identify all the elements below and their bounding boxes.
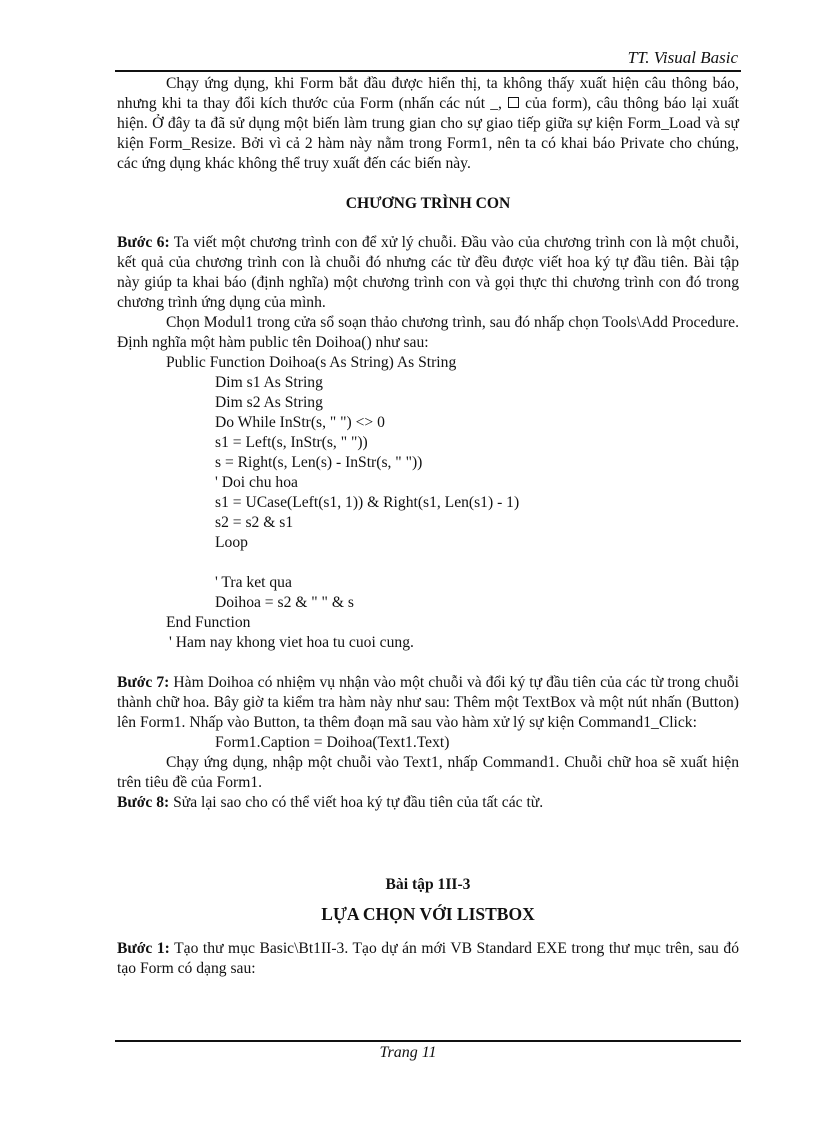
section-title: CHƯƠNG TRÌNH CON — [345, 195, 511, 212]
code-line: ' Doi chu hoa — [215, 474, 298, 491]
page-content — [117, 74, 739, 979]
code-line: s = Right(s, Len(s) - InStr(s, " ")) — [215, 454, 423, 471]
step7-code-line: Form1.Caption = Doihoa(Text1.Text) — [215, 734, 450, 751]
code-line: Loop — [215, 534, 248, 551]
code-line: s1 = Left(s, InStr(s, " ")) — [215, 434, 368, 451]
code-block — [117, 353, 739, 653]
maximize-square-icon — [508, 97, 519, 108]
step7-paragraph-2: Chạy ứng dụng, nhập một chuỗi vào Text1, nhấp Command1. Chuỗi chữ hoa sẽ xuất hiện trên tiêu đề của Form1. — [117, 754, 739, 791]
code-line: Public Function Doihoa(s As String) As String — [166, 354, 457, 371]
code-line: Doihoa = s2 & " " & s — [215, 594, 354, 611]
exercise-title: LỰA CHỌN VỚI LISTBOX — [321, 904, 535, 924]
step8-paragraph — [117, 793, 739, 813]
code-line: ' Tra ket qua — [215, 574, 292, 591]
step6-text: Ta viết một chương trình con để xử lý chuỗi. Đầu vào của chương trình con là một chuỗi, kết quả của chương trình con là chuỗi đó nhưng các từ đều được viết hoa ký tự đầu tiên. Bài tập này giúp ta khai báo (định nghĩa) một chương trình con và gọi thực thi chương trình con đó trong chương trình ứng dụng của mình. — [117, 234, 739, 311]
page-footer: Trang 11 — [379, 1044, 437, 1061]
code-line: s1 = UCase(Left(s1, 1)) & Right(s1, Len(s1) - 1) — [215, 494, 520, 511]
page-header: TT. Visual Basic — [627, 48, 738, 67]
footer-rule — [115, 1040, 741, 1042]
code-line: Do While InStr(s, " ") <> 0 — [215, 414, 385, 431]
code-line: End Function — [166, 614, 251, 631]
code-line: ' Ham nay khong viet hoa tu cuoi cung. — [169, 634, 414, 651]
intro-text-1: Chạy ứng dụng, khi Form bắt đầu được hiển thị, ta không thấy xuất hiện câu thông báo, nhưng khi ta thay đổi kích thước của Form (nhấn các nút _, — [117, 75, 739, 112]
step1-label: Bước 1: — [117, 940, 170, 957]
code-line: Dim s1 As String — [215, 374, 323, 391]
step6-paragraph — [117, 233, 739, 313]
step8-text: Sửa lại sao cho có thể viết hoa ký tự đầu tiên của tất các từ. — [173, 794, 544, 811]
step8-label: Bước 8: — [117, 794, 170, 811]
step7-label: Bước 7: — [117, 674, 170, 691]
intro-text-2: của form), câu thông báo lại xuất hiện. Ở đây ta đã sử dụng một biến làm trung gian cho sự giao tiếp giữa sự kiện Form_Load và sự kiện Form_Resize. Bởi vì cả 2 hàm này nằm trong Form1, nên ta có khai báo Private cho chúng, các ứng dụng khác không thể truy xuất đến các biến này. — [117, 95, 740, 172]
step7-paragraph — [117, 673, 739, 733]
intro-paragraph — [117, 74, 739, 174]
step1-text: Tạo thư mục Basic\Bt1II-3. Tạo dự án mới VB Standard EXE trong thư mục trên, sau đó tạo Form có dạng sau: — [117, 940, 739, 977]
header-rule — [115, 70, 741, 72]
exercise-number: Bài tập 1II-3 — [385, 876, 471, 893]
step6-paragraph-2: Chọn Modul1 trong cửa sổ soạn thảo chương trình, sau đó nhấp chọn Tools\Add Procedure. Định nghĩa một hàm public tên Doihoa() như sau: — [117, 314, 739, 351]
step1-paragraph — [117, 939, 739, 979]
code-line: Dim s2 As String — [215, 394, 323, 411]
step7-text: Hàm Doihoa có nhiệm vụ nhận vào một chuỗi và đổi ký tự đầu tiên của các từ trong chuỗi thành chữ hoa. Bây giờ ta kiểm tra hàm này như sau: Thêm một TextBox và một nút nhấn (Button) lên Form1. Nhấp vào Button, ta thêm đoạn mã sau vào hàm xử lý sự kiện Command1_Click: — [117, 674, 739, 731]
step6-label: Bước 6: — [117, 234, 170, 251]
code-line: s2 = s2 & s1 — [215, 514, 294, 531]
